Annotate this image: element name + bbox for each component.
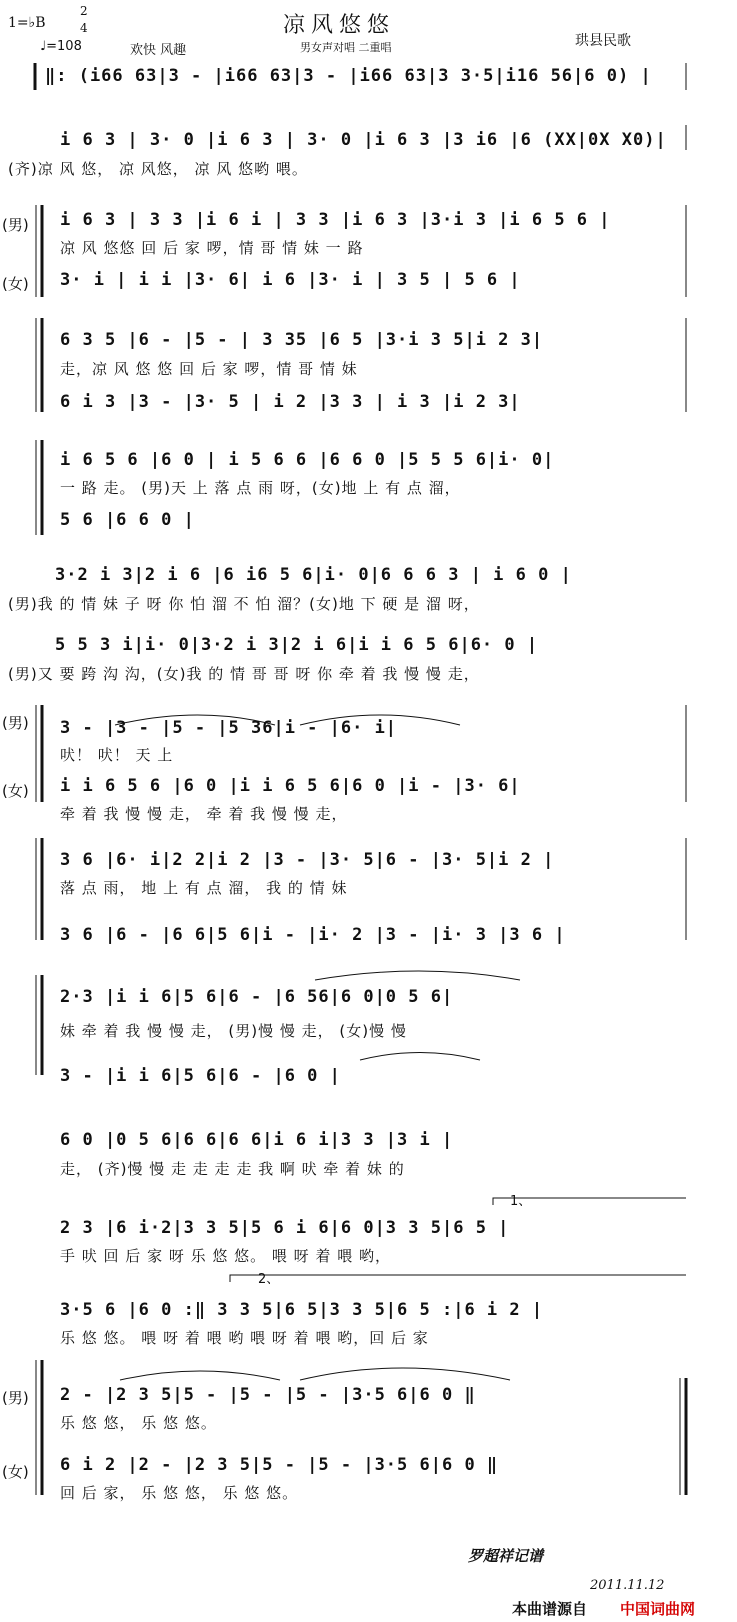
lyric-row: (男)又 要 跨 沟 沟，(女)我 的 情 哥 哥 呀 你 牵 着 我 慢 慢 走，: [8, 665, 480, 683]
notation-row: 6 i 2 |2 - |2 3 5|5 - |5 - |3·5 6|6 0 ‖: [60, 1455, 499, 1475]
part-label-male: (男): [2, 1389, 29, 1407]
notation-row: i 6 3 | 3 3 |i 6 i | 3 3 |i 6 3 |3·i 3 |i 6 5 6 |: [60, 210, 611, 230]
notation-row: 2 - |2 3 5|5 - |5 - |5 - |3·5 6|6 0 ‖: [60, 1385, 476, 1405]
lyric-row: (齐)凉 风 悠， 凉 风悠， 凉 风 悠哟 喂。: [8, 160, 308, 178]
time-signature-top: 2: [80, 4, 88, 18]
lyric-row: 妹 牵 着 我 慢 慢 走， (男)慢 慢 走， (女)慢 慢: [60, 1022, 407, 1040]
notation-row: 5 5 3 i|i· 0|3·2 i 3|2 i 6|i i 6 5 6|6· 0 |: [55, 635, 539, 655]
part-label-female: (女): [2, 275, 29, 293]
lyric-row: (男)我 的 情 妹 子 呀 你 怕 溜 不 怕 溜？(女)地 下 硬 是 溜 呀，: [8, 595, 480, 613]
notation-row: ‖: (i66 63|3 - |i66 63|3 - |i66 63|3 3·5|i16 56|6 0) |: [45, 66, 652, 86]
part-label-male: (男): [2, 216, 29, 234]
expression-mark: 欢快 风趣: [130, 43, 187, 58]
notation-row: 3·5 6 |6 0 :‖ 3 3 5|6 5|3 3 5|6 5 :|6 i 2 |: [60, 1300, 544, 1320]
notation-row: 5 6 |6 6 0 |: [60, 510, 195, 530]
lyric-row: 凉 风 悠悠 回 后 家 啰，情 哥 情 妹 一 路: [60, 239, 364, 257]
part-label-male: (男): [2, 714, 29, 732]
notation-row: 3 6 |6 - |6 6|5 6|i - |i· 2 |3 - |i· 3 |3 6 |: [60, 925, 566, 945]
part-label-female: (女): [2, 782, 29, 800]
transcriber-credit: 罗超祥记谱: [468, 1547, 544, 1565]
notation-row: 6 0 |0 5 6|6 6|6 6|i 6 i|3 3 |3 i |: [60, 1130, 454, 1150]
tempo-mark: ♩=108: [40, 39, 82, 54]
notation-row: 3 6 |6· i|2 2|i 2 |3 - |3· 5|6 - |3· 5|i 2 |: [60, 850, 555, 870]
lyric-row: 走，凉 风 悠 悠 回 后 家 啰，情 哥 情 妹: [60, 360, 358, 378]
volta-first: 1、: [510, 1194, 532, 1209]
notation-row: 3 - |3 - |5 - |5 36|i - |6· i|: [60, 718, 398, 738]
transcription-date: 2011.11.12: [590, 1578, 665, 1593]
notation-row: i i 6 5 6 |6 0 |i i 6 5 6|6 0 |i - |3· 6|: [60, 776, 521, 796]
performance-note: 男女声对唱 二重唱: [300, 41, 392, 54]
lyric-row: 吠！ 吠！ 天 上: [60, 746, 174, 764]
notation-row: 3 - |i i 6|5 6|6 - |6 0 |: [60, 1066, 341, 1086]
lyric-row: 走， (齐)慢 慢 走 走 走 走 我 啊 吠 牵 着 妹 的: [60, 1160, 405, 1178]
notation-row: i 6 3 | 3· 0 |i 6 3 | 3· 0 |i 6 3 |3 i6 |6 (XX|0X X0)|: [60, 130, 667, 150]
key-signature: 1=♭B: [8, 15, 46, 31]
time-signature-bottom: 4: [80, 21, 88, 35]
volta-second: 2、: [258, 1272, 280, 1287]
lyric-row: 牵 着 我 慢 慢 走， 牵 着 我 慢 慢 走，: [60, 805, 348, 823]
lyric-row: 一 路 走。 (男)天 上 落 点 雨 呀，(女)地 上 有 点 溜，: [60, 479, 461, 497]
part-label-female: (女): [2, 1463, 29, 1481]
notation-row: 6 i 3 |3 - |3· 5 | i 2 |3 3 | i 3 |i 2 3|: [60, 392, 521, 412]
notation-row: 3·2 i 3|2 i 6 |6 i6 5 6|i· 0|6 6 6 3 | i 6 0 |: [55, 565, 572, 585]
song-origin: 珙县民歌: [575, 33, 631, 49]
lyric-row: 乐 悠 悠， 乐 悠 悠。: [60, 1414, 217, 1432]
notation-row: 2·3 |i i 6|5 6|6 - |6 56|6 0|0 5 6|: [60, 987, 454, 1007]
lyric-row: 乐 悠 悠。 喂 呀 着 喂 哟 喂 呀 着 喂 哟，回 后 家: [60, 1329, 429, 1347]
notation-row: i 6 5 6 |6 0 | i 5 6 6 |6 6 0 |5 5 5 6|i· 0|: [60, 450, 555, 470]
source-label: 本曲谱源自: [512, 1600, 588, 1618]
lyric-row: 落 点 雨， 地 上 有 点 溜， 我 的 情 妹: [60, 879, 348, 897]
lyric-row: 回 后 家， 乐 悠 悠， 乐 悠 悠。: [60, 1484, 299, 1502]
notation-row: 6 3 5 |6 - |5 - | 3 35 |6 5 |3·i 3 5|i 2 3|: [60, 330, 544, 350]
song-title: 凉风悠悠: [283, 13, 396, 38]
lyric-row: 手 吠 回 后 家 呀 乐 悠 悠。 喂 呀 着 喂 哟，: [60, 1247, 391, 1265]
notation-row: 2 3 |6 i·2|3 3 5|5 6 i 6|6 0|3 3 5|6 5 |: [60, 1218, 510, 1238]
source-site-link[interactable]: 中国词曲网: [620, 1600, 696, 1618]
notation-row: 3· i | i i |3· 6| i 6 |3· i | 3 5 | 5 6 |: [60, 270, 521, 290]
